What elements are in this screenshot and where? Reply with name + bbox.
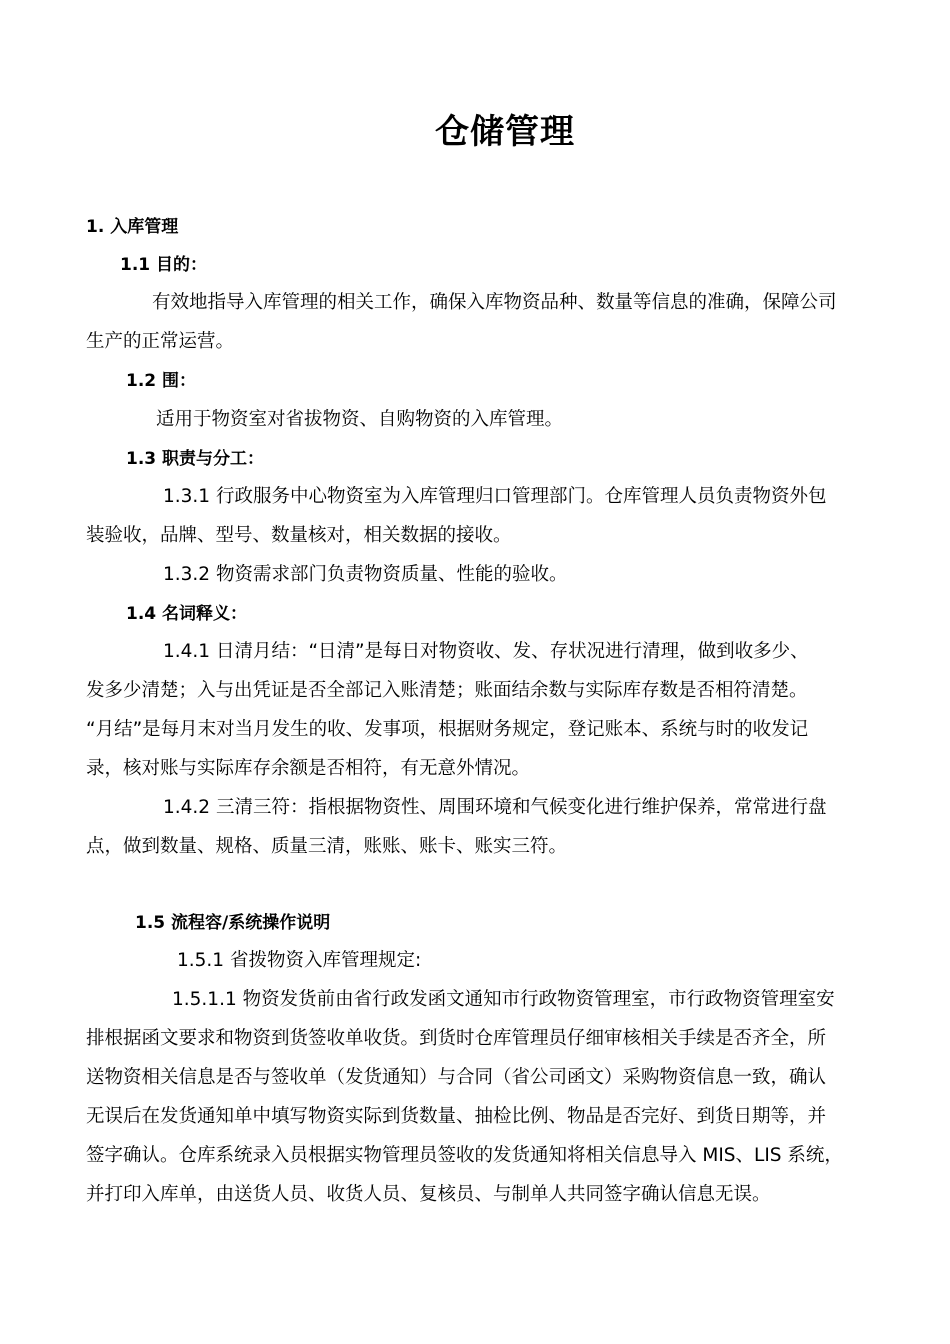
paragraph-line: 1.3.1 行政服务中心物资室为入库管理归口管理部门。仓库管理人员负责物资外包 bbox=[163, 486, 827, 507]
paragraph-line: 送物资相关信息是否与签收单（发货通知）与合同（省公司函文）采购物资信息一致，确认 bbox=[86, 1067, 827, 1088]
paragraph-line: 1.4.1 日清月结：“日清”是每日对物资收、发、存状况进行清理，做到收多少、 bbox=[163, 641, 809, 662]
paragraph-line: 点，做到数量、规格、质量三清，账账、账卡、账实三符。 bbox=[86, 836, 568, 857]
document-title: 仓储管理 bbox=[435, 112, 575, 152]
paragraph-line: 1.5.1.1 物资发货前由省行政发函文通知市行政物资管理室，市行政物资管理室安 bbox=[172, 989, 835, 1010]
subsection-heading-1-1: 1.1 目的： bbox=[120, 255, 208, 275]
paragraph-line: 装验收，品牌、型号、数量核对，相关数据的接收。 bbox=[86, 525, 512, 546]
paragraph-line: 发多少清楚；入与出凭证是否全部记入账清楚；账面结余数与实际库存数是否相符清楚。 bbox=[86, 680, 808, 701]
paragraph-line: 无误后在发货通知单中填写物资实际到货数量、抽检比例、物品是否完好、到货日期等，并 bbox=[86, 1106, 827, 1127]
paragraph-line: 签字确认。仓库系统录入员根据实物管理员签收的发货通知将相关信息导入 MIS、LIS 系统， bbox=[86, 1145, 843, 1166]
subsection-heading-1-3: 1.3 职责与分工： bbox=[126, 449, 265, 469]
subsection-heading-1-2: 1.2 围： bbox=[126, 371, 197, 391]
paragraph-line: 录，核对账与实际库存余额是否相符，有无意外情况。 bbox=[86, 758, 531, 779]
paragraph-line: 1.4.2 三清三符：指根据物资性、周围环境和气候变化进行维护保养，常常进行盘 bbox=[163, 797, 827, 818]
paragraph-line: 生产的正常运营。 bbox=[86, 331, 235, 352]
subsection-heading-1-5: 1.5 流程容/系统操作说明 bbox=[135, 913, 331, 933]
paragraph-line: 排根据函文要求和物资到货签收单收货。到货时仓库管理员仔细审核相关手续是否齐全，所 bbox=[86, 1028, 827, 1049]
subsection-heading-1-4: 1.4 名词释义： bbox=[126, 604, 248, 624]
paragraph-line: “月结”是每月末对当月发生的收、发事项，根据财务规定，登记账本、系统与时的收发记 bbox=[86, 719, 809, 740]
paragraph-line: 1.5.1 省拨物资入库管理规定: bbox=[177, 950, 422, 971]
paragraph-line: 1.3.2 物资需求部门负责物资质量、性能的验收。 bbox=[163, 564, 568, 585]
paragraph-line: 适用于物资室对省拔物资、自购物资的入库管理。 bbox=[156, 409, 564, 430]
paragraph-line: 并打印入库单，由送货人员、收货人员、复核员、与制单人共同签字确认信息无误。 bbox=[86, 1184, 771, 1205]
paragraph-line: 有效地指导入库管理的相关工作，确保入库物资品种、数量等信息的准确，保障公司 bbox=[152, 292, 837, 313]
section-heading-1: 1. 入库管理 bbox=[86, 217, 179, 237]
